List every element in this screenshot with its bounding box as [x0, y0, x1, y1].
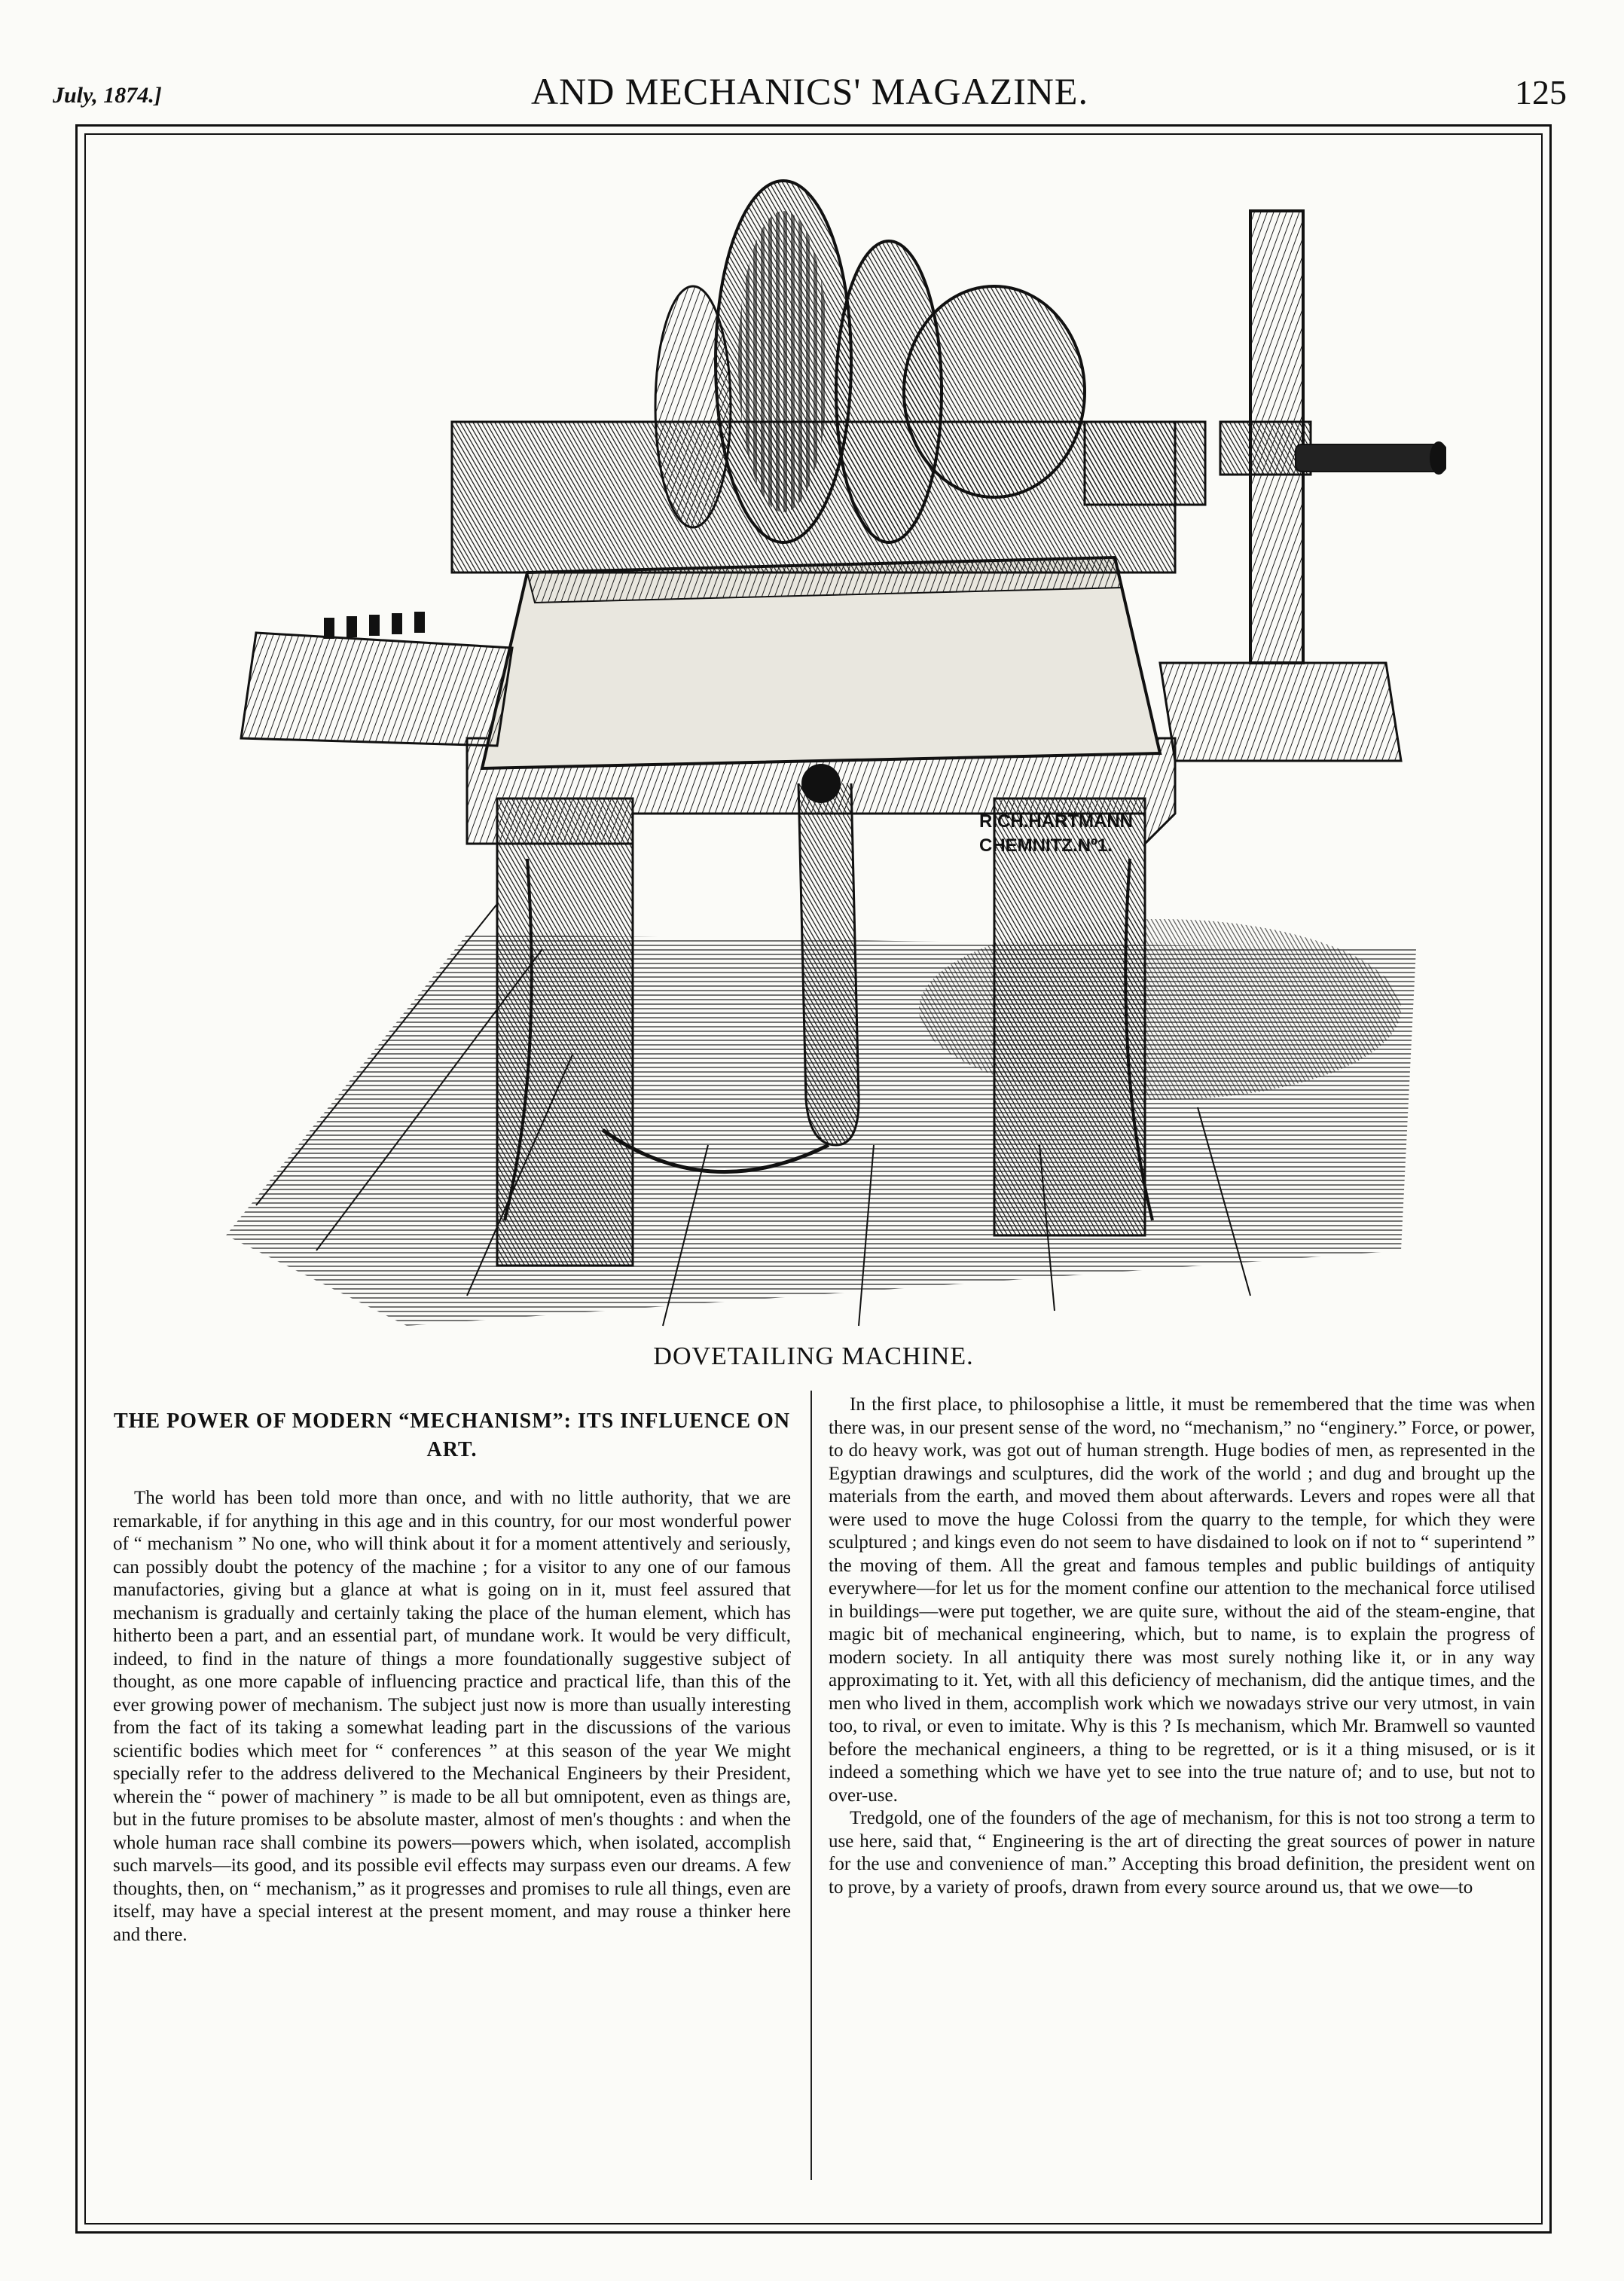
- cutter-head-assembly: [452, 181, 1205, 573]
- maker-plate-line1: RICH.HARTMANN: [979, 811, 1133, 832]
- article-column-right: [829, 1394, 1535, 1899]
- magazine-title: AND MECHANICS' MAGAZINE.: [531, 70, 1088, 112]
- article-paragraph: Tredgold, one of the founders of the age of mechanism, for this is not too strong a term to use here, said that, “ Engineering is the art of directing the great sources of power in nature for the use and convenience of man.” Accepting this broad definition, the president went on to prove, by a variety of proofs, drawn from every source around us, that we owe—to: [829, 1808, 1535, 1898]
- running-head: [53, 69, 1567, 115]
- article-column-left: [113, 1394, 791, 1947]
- article-paragraph: In the first place, to philosophise a little, it must be remembered that the time was when there was, in our present sense of the word, no “mechanism,” no “enginery.” Force, or power, to do heavy work, was got out of human strength. Huge bodies of men, as represented in the Egyptian drawings and sculptures, did the work of the world ; and dug and brought up the materials from the earth, and moved them about afterwards. Levers and ropes were all that were used to move the huge Colossi from the quarry to the temple, for which they were sculptured ; and kings even do not seem to have disdained to look on if not to “ superintend ” the moving of them. All the great and famous temples and public buildings of antiquity everywhere—for let us for the moment confine our attention to the mechanical force utilised in buildings—were put together, we are quite sure, without the aid of the steam-engine, that magic bit of mechanical engineering, which, but to name, is to explain the progress of modern society. In all antiquity there was most surely nothing like it, or in any way approximating to it. Yet, with all this deficiency of mechanism, did the antique times, and the men who lived in them, accomplish work which we nowadays strive our very utmost, in vain too, to rival, or even to imitate. Why is this ? Is mechanism, which Mr. Bramwell so vaunted before the mechanical engineers, a thing to be regretted, or is it a thing misused, or is it indeed a something which we have yet to see into the true nature of; and to use, but not to over-use.: [829, 1394, 1535, 1806]
- column-divider: [810, 1391, 812, 2180]
- dovetailing-machine-engraving: [181, 166, 1446, 1341]
- maker-plate-line2: CHEMNITZ.Nº1.: [979, 835, 1113, 856]
- flywheel-and-crank: [1220, 211, 1446, 663]
- article-title: THE POWER OF MODERN “MECHANISM”: ITS INFLUENCE ON ART.: [113, 1409, 791, 1461]
- figure-caption: DOVETAILING MACHINE.: [653, 1342, 974, 1370]
- page-number: 125: [1515, 73, 1567, 111]
- issue-date: July, 1874.]: [53, 83, 162, 108]
- article-paragraph: The world has been told more than once, and with no little authority, that we are remarkable, if for anything in this age and in this country, for our most wonderful power of “ mechanism ” No one, who will think about it for a moment attentively and seriously, can possibly doubt the potency of the machine ; for a visitor to any one of our famous manufactories, giving but a glance at what is going on in it, must feel assured that mechanism is gradually and certainly taking the place of the human element, which has hitherto been a part, and an essential part, of mundane work. It would be very difficult, indeed, to find in the nature of things a more foundationally suggestive subject of thought, as one more capable of influencing practice and practical life, than this of the ever growing power of mechanism. The subject just now is more than usually interesting from the fact of its taking a somewhat leading part in the discussions of the various scientific bodies which meet for “ conferences ” at this season of the year We might specially refer to the address delivered to the Mechanical Engineers by their President, wherein the “ power of machinery ” is made to be all but omnipotent, even as things are, but in the future promises to be absolute master, almost of men's thoughts : and when the whole human race shall combine its powers—powers which, when isolated, accomplish such marvels—its good, and its possible evil effects may surpass even our dreams. A few thoughts, then, on “ mechanism,” as it progresses and promises to rule all things, even are itself, may have a special interest at the present moment, and may rouse a thinker here and there.: [113, 1488, 791, 1945]
- worktable: [241, 557, 1401, 768]
